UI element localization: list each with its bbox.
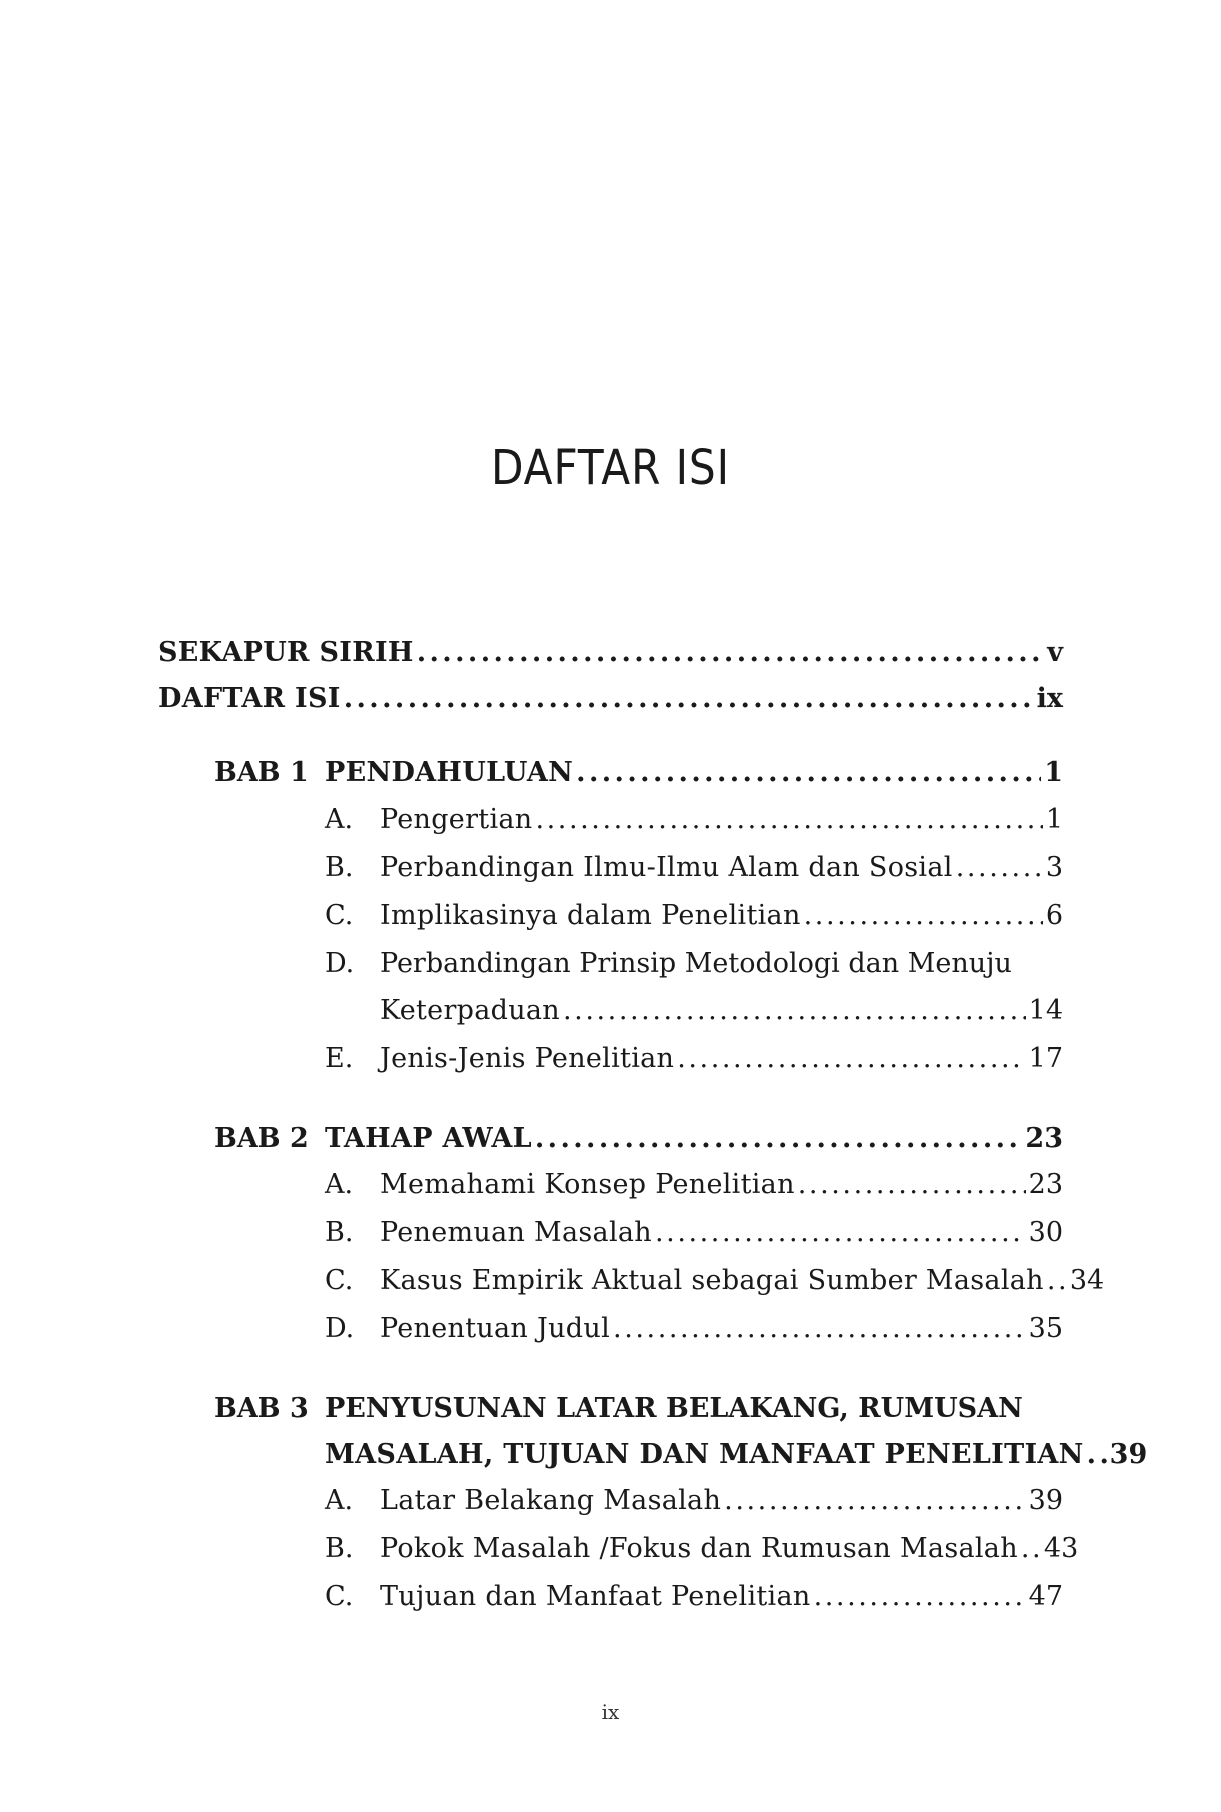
toc-chapter-3[interactable]: [325, 1438, 1148, 1472]
section-letter: B.: [325, 1533, 354, 1564]
dot-leader: [535, 803, 1042, 837]
page-title: DAFTAR ISI: [491, 440, 730, 496]
section-page: 35: [1028, 1313, 1063, 1344]
section-letter: E.: [325, 1043, 354, 1074]
section-title: Pokok Masalah /Fokus dan Rumusan Masalah: [380, 1533, 1018, 1564]
dot-leader: [563, 994, 1026, 1028]
dot-leader: [535, 1122, 1023, 1156]
dot-leader: [677, 1042, 1025, 1076]
chapter-title: PENDAHULUAN: [325, 757, 574, 788]
dot-leader: [1047, 1264, 1067, 1298]
toc-section[interactable]: [380, 1484, 1063, 1518]
toc-section[interactable]: [380, 1312, 1063, 1346]
chapter-label: BAB 3: [214, 1393, 309, 1424]
dot-leader: [804, 899, 1043, 933]
section-title: Tujuan dan Manfaat Penelitian: [380, 1581, 811, 1612]
chapter-title[interactable]: PENYUSUNAN LATAR BELAKANG, RUMUSAN: [325, 1393, 1023, 1424]
section-letter: D.: [325, 948, 355, 979]
section-page: 23: [1028, 1169, 1063, 1200]
section-title: Jenis-Jenis Penelitian: [380, 1043, 675, 1074]
chapter-page: 1: [1044, 757, 1063, 788]
dot-leader: [956, 851, 1043, 885]
page-number: ix: [601, 1700, 620, 1724]
section-page: 1: [1045, 804, 1063, 835]
section-page: 39: [1028, 1485, 1063, 1516]
section-page: 30: [1028, 1217, 1063, 1248]
section-title: Kasus Empirik Aktual sebagai Sumber Masalah: [380, 1265, 1044, 1296]
toc-section[interactable]: [380, 1216, 1063, 1250]
toc-section[interactable]: [380, 1042, 1063, 1076]
chapter-label: BAB 2: [214, 1123, 309, 1154]
section-title[interactable]: Perbandingan Prinsip Metodologi dan Menuju: [380, 948, 1012, 979]
dot-leader: [798, 1168, 1026, 1202]
chapter-title-continuation: MASALAH, TUJUAN DAN MANFAAT PENELITIAN: [325, 1439, 1084, 1470]
toc-entry-sekapur-sirih[interactable]: [158, 636, 1063, 670]
toc-entry-page: v: [1047, 637, 1063, 668]
section-title: Implikasinya dalam Penelitian: [380, 900, 801, 931]
chapter-title: TAHAP AWAL: [325, 1123, 532, 1154]
section-title: Memahami Konsep Penelitian: [380, 1169, 795, 1200]
section-page: 3: [1045, 852, 1063, 883]
dot-leader: [1087, 1438, 1107, 1472]
section-letter: B.: [325, 852, 354, 883]
dot-leader: [724, 1484, 1025, 1518]
chapter-page: 39: [1109, 1439, 1148, 1470]
section-letter: A.: [325, 1169, 354, 1200]
section-letter: A.: [325, 1485, 354, 1516]
section-letter: C.: [325, 1581, 354, 1612]
section-page: 47: [1028, 1581, 1063, 1612]
toc-section[interactable]: [380, 1168, 1063, 1202]
dot-leader: [1021, 1532, 1041, 1566]
dot-leader: [417, 636, 1045, 670]
toc-entry-daftar-isi[interactable]: [158, 682, 1063, 716]
toc-entry-title: DAFTAR ISI: [158, 683, 341, 714]
section-page: 6: [1045, 900, 1063, 931]
toc-section[interactable]: [380, 994, 1063, 1028]
dot-leader: [613, 1312, 1026, 1346]
toc-section[interactable]: [380, 1264, 1105, 1298]
toc-section[interactable]: [380, 899, 1063, 933]
section-title: Penentuan Judul: [380, 1313, 611, 1344]
dot-leader: [814, 1580, 1026, 1614]
chapter-label: BAB 1: [214, 757, 309, 788]
section-letter: D.: [325, 1313, 355, 1344]
toc-section[interactable]: [380, 1532, 1079, 1566]
toc-chapter-2[interactable]: [325, 1122, 1063, 1156]
section-page: 17: [1028, 1043, 1063, 1074]
toc-entry-title: SEKAPUR SIRIH: [158, 637, 414, 668]
section-title: Penemuan Masalah: [380, 1217, 652, 1248]
toc-chapter-1[interactable]: [325, 756, 1063, 790]
toc-section[interactable]: [380, 851, 1063, 885]
section-title: Perbandingan Ilmu-Ilmu Alam dan Sosial: [380, 852, 953, 883]
section-letter: C.: [325, 900, 354, 931]
chapter-page: 23: [1025, 1123, 1063, 1154]
dot-leader: [576, 756, 1041, 790]
dot-leader: [655, 1216, 1026, 1250]
section-page: 14: [1028, 995, 1063, 1026]
section-page: 34: [1069, 1265, 1105, 1296]
toc-section[interactable]: [380, 1580, 1063, 1614]
section-page: 43: [1043, 1533, 1079, 1564]
section-title: Latar Belakang Masalah: [380, 1485, 722, 1516]
section-letter: A.: [325, 804, 354, 835]
toc-section[interactable]: [380, 803, 1063, 837]
section-letter: B.: [325, 1217, 354, 1248]
section-letter: C.: [325, 1265, 354, 1296]
section-title: Pengertian: [380, 804, 533, 835]
section-title-continuation: Keterpaduan: [380, 995, 560, 1026]
toc-entry-page: ix: [1036, 683, 1063, 714]
dot-leader: [344, 682, 1034, 716]
